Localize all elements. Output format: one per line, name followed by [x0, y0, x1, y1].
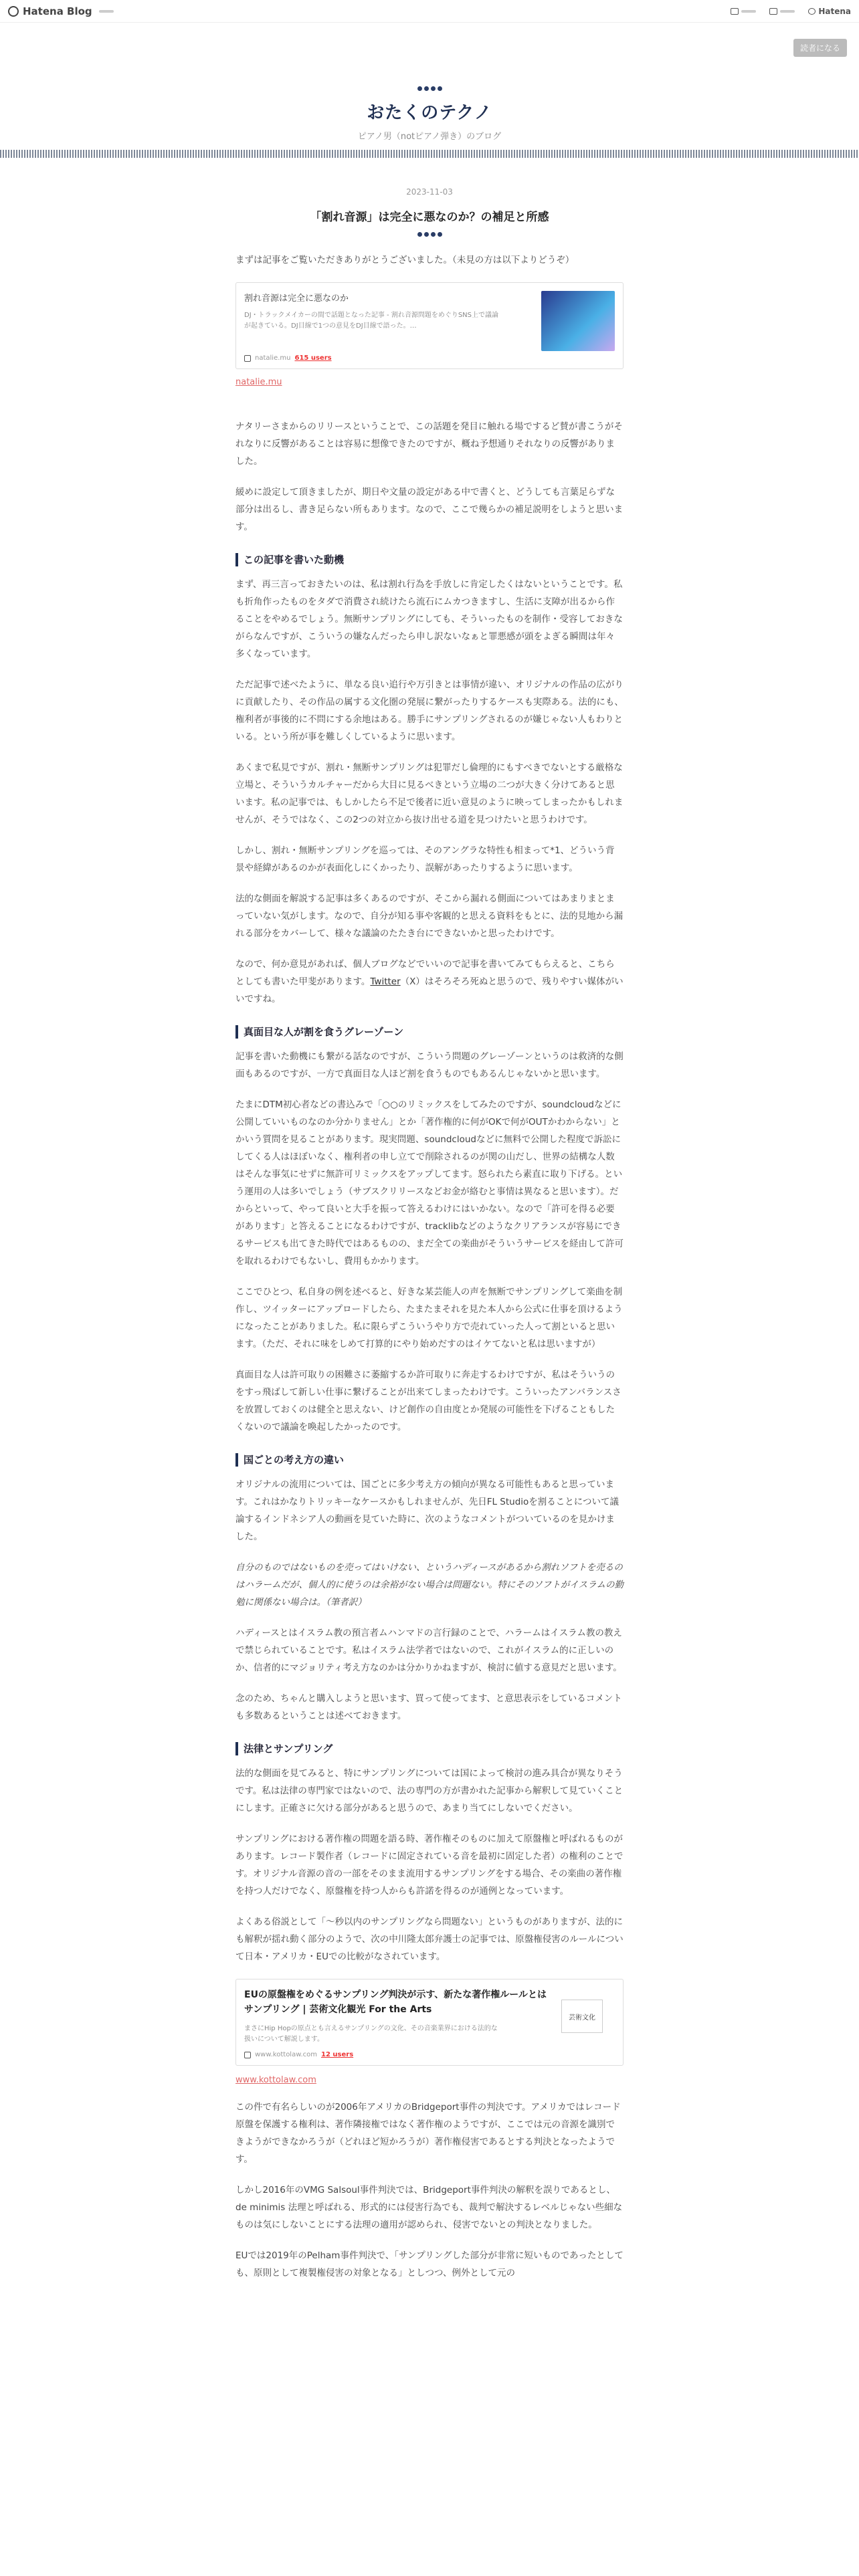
- decoration-dots: [0, 86, 859, 91]
- hatebu-users[interactable]: 615 users: [294, 354, 332, 362]
- hatebu-users[interactable]: 12 users: [321, 2051, 354, 2058]
- card-domain: www.kottolaw.com: [255, 2051, 318, 2058]
- paragraph: ナタリーさまからのリリースということで、この話題を発目に触れる場でするど賛が書こうがそれなりに反響があることは容易に想像できたのですが、概ね予想通りそれなりの反響がありました。: [235, 421, 623, 467]
- embed-card-kottolaw[interactable]: [235, 1979, 624, 2066]
- paragraph: しかし2016年のVMG Salsoul事件判決では、Bridgeport事件判決の解釈を誤りであるとし、de minimis 法理と呼ばれる、形式的には侵害行為でも、裁判で解決するレベルじゃない些細なものは気にしないことにする法理の適用が認められ、侵害でないとの判決となりました。: [235, 2185, 623, 2230]
- card-title: 割れ音源は完全に悪なのか: [244, 294, 349, 304]
- source-link[interactable]: www.kottolaw.com: [235, 2075, 316, 2085]
- paragraph: しかし、割れ・無断サンプリングを巡っては、そのアングラな特性も相まって*1、どういう背景や経緯があるのかが表面化しにくかったり、誤解があったりするように思います。: [235, 845, 615, 873]
- paragraph: この件で有名らしいのが2006年アメリカのBridgeport事件の判決です。アメリカではレコード原盤を保護する権利は、著作隣接権ではなく著作権のようですが、ここでは元の音源を識別できようができなかろうが（どれほど短かろうが）著作権侵害であるとする判決となったようです。: [235, 2102, 621, 2165]
- blog-description: ピアノ男（notピアノ弾き）のブログ: [357, 132, 502, 142]
- card-thumbnail: [541, 291, 615, 351]
- paragraph: まず、再三言っておきたいのは、私は割れ行為を手放しに肯定したくはないということです。私も折角作ったものをタダで消費され続けたら流石にムカつきますし、生活に支障が出るから作ることをやめるでしょう。無断サンプリングにしても、そういったものを制作・受容しておきながらなんですが、こういうの嫌なんだったら申し訳ないなぁと罪悪感が頭をよぎる瞬間は年々多くなっています。: [235, 579, 623, 659]
- hatena-label: Hatena: [818, 6, 851, 16]
- article: [235, 187, 624, 2295]
- section-heading: この記事を書いた動機: [235, 553, 624, 566]
- subscribe-button[interactable]: 読者になる: [793, 39, 847, 57]
- source-link[interactable]: natalie.mu: [235, 377, 282, 387]
- paragraph: よくある俗説として「〜秒以内のサンプリングなら問題ない」というものがありますが、法的にも解釈が揺れ動く部分のようで、次の中川隆太郎弁護士の記事では、原盤権侵害のルールについて日本・アメリカ・EUでの比較がなされています。: [235, 1917, 624, 1962]
- section-heading: 法律とサンプリング: [235, 1742, 624, 1755]
- paragraph: 法的な側面を見てみると、特にサンプリングについては国によって検討の進み具合が異なりそうです。私は法律の専門家ではないので、法の専門の方が書かれた記事から解釈して見ていくことにします。正確さに欠ける部分があると思うので、あまり当てにしないでください。: [235, 1768, 624, 1814]
- favicon-icon: [244, 355, 251, 362]
- hatena-blog-logo[interactable]: [8, 5, 92, 17]
- hatena-menu[interactable]: [808, 7, 851, 16]
- decoration-dots: [235, 232, 624, 237]
- section-heading: 国ごとの考え方の違い: [235, 1453, 624, 1467]
- paragraph: 緩めに設定して頂きましたが、期日や文量の設定がある中で書くと、どうしても言葉足らずな部分は出るし、書き足らない所もあります。なので、ここで幾らかの補足説明をしようと思います。: [235, 487, 624, 532]
- blog-header: [0, 23, 859, 171]
- list-icon: [769, 8, 777, 15]
- quote: 自分のものではないものを売ってはいけない、というハディースがあるから割れソフトを売るのはハラームだが、個人的に使うのは余裕がない場合は問題ない。特にそのソフトがイスラムの勤勉に関係ない場合は。（筆者訳）: [235, 1562, 624, 1608]
- paragraph: たまにDTM初心者などの書込みで「○○のリミックスをしてみたのですが、soundcloudなどに公開していいものなのか分かりません」とか「著作権的に何がOKで何がOUTかわからない」とかいう質問を見ることがあります。現実問題、soundcloudなどに無料で公開した程度で訴訟にしてくる人はほぼいなく、権利者の申し立てで削除されるのが関の山だし、世界の結構な人数はそんな事気にせずに無許可リミックスをアップしてます。怒られたら素直に取り下げる。という運用の人は多いでしょう（サブスクリリースなどお金が絡むと事情は異なると思います）。だからといって、やって良いと大手を振って答えるわけにはいかない。なので「許可を得る必要があります」と答えることになるわけですが、tracklibなどのようなクリアランスが容易にできるサービスも出てきた時代ではあるものの、まだ全ての楽曲がそういうサービスを経由して許可を取れるわけでもないし、費用もかかります。: [235, 1099, 624, 1267]
- paragraph: なので、何か意見があれば、個人ブログなどでいいので記事を書いてみてもらえると、こちらとしても書いた甲斐があります。Twitter（X）はそろそろ死ぬと思うので、残りやすい媒体がいいですね。: [235, 959, 624, 1004]
- paragraph: オリジナルの流用については、国ごとに多少考え方の傾向が異なる可能性もあると思っています。これはかなりトリッキーなケースかもしれませんが、先日FL Studioを割ることについて議論するインドネシア人の動画を見ていた時に、次のようなコメントがついているのを見かけました。: [235, 1479, 619, 1542]
- paragraph: ここでひとつ、私自身の例を述べると、好きな某芸能人の声を無断でサンプリングして楽曲を制作し、ツイッターにアップロードしたら、たまたまそれを見た本人から公式に仕事を頂けるようになったことがありました。私に限らずこういうやり方で売れていった人って割といると思います。（ただ、それに味をしめて打算的にやり始めだすのはイケてないと私は思いますが）: [235, 1287, 623, 1350]
- section-heading: 真面目な人が割を食うグレーゾーン: [235, 1025, 624, 1039]
- paragraph: 記事を書いた動機にも繋がる話なのですが、こういう問題のグレーゾーンというのは救済的な側面もあるのですが、一方で真面目な人ほど割を食うものでもあるんじゃないかと思います。: [235, 1051, 624, 1079]
- header-stripe: [0, 150, 859, 158]
- paragraph: 真面目な人は許可取りの困難さに萎縮するか許可取りに奔走するわけですが、私はそういうのをすっ飛ばして新しい仕事に繋げることが出来てしまったわけです。こういったアンバランスさを放置しておくのは健全と思えない、けど創作の自由度とか発展の可能性を下げることもしたくないので議論を喚起したかったのです。: [235, 1370, 622, 1432]
- brand-label: Hatena Blog: [23, 5, 92, 17]
- paragraph: あくまで私見ですが、割れ・無断サンプリングは犯罪だし倫理的にもすべきでないとする厳格な立場と、そういうカルチャーだから大目に見るべきという立場の二つが大きく分けてあると思います。私の記事では、もしかしたら不足で後者に近い意見のように映ってしまったかもしれませんが、そうではなく、この2つの対立から抜け出せる道を見つけたいと思うわけです。: [235, 762, 624, 825]
- paragraph: EUでは2019年のPelham事件判決で、「サンプリングした部分が非常に短いものであったとしても、原則として複製権侵害の対象となる」としつつ、例外として元の: [235, 2250, 624, 2278]
- paragraph: 念のため、ちゃんと購入しようと思います、買って使ってます、と意思表示をしているコメントも多数あるということは述べておきます。: [235, 1693, 622, 1721]
- embed-card-natalie[interactable]: [235, 282, 624, 369]
- paragraph: ハディースとはイスラム教の預言者ムハンマドの言行録のことで、ハラームはイスラム教の教えで禁じられていることです。私はイスラム法学者ではないので、これがイスラム的に正しいのか、信者的にマジョリティ考え方なのかは分かりかねますが、検討に値する意見だと思います。: [235, 1628, 622, 1673]
- paragraph: 法的な側面を解説する記事は多くあるのですが、そこから漏れる側面についてはあまりまとまっていない気がします。なので、自分が知る事や客観的と思える資料をもとに、法的見地から漏れる部分をカバーして、様々な議論のたたき台にできないかと思ったわけです。: [235, 893, 624, 939]
- card-domain: natalie.mu: [255, 354, 291, 362]
- hatena-logo-icon: [8, 6, 19, 17]
- favicon-icon: [244, 2052, 251, 2058]
- write-button[interactable]: [731, 8, 756, 15]
- paragraph: サンプリングにおける著作権の問題を語る時、著作権そのものに加えて原盤権と呼ばれるものがあります。レコード製作者（レコードに固定されている音を最初に固定した者）の権利のことです。オリジナル音源の音の一部をそのまま流用するサンプリングをする場合、その楽曲の著作権を持つ人だけでなく、原盤権を持つ人からも許諾を得るのが通例となっています。: [235, 1834, 624, 1897]
- entry-title[interactable]: 「割れ音源」は完全に悪なのか？の補足と所感: [310, 211, 549, 224]
- card-title: EUの原盤権をめぐるサンプリング判決が示す、新たな著作権ルールとは サンプリング | 芸術文化観光 For the Arts: [244, 1990, 556, 2015]
- hatena-topbar: [0, 0, 859, 23]
- twitter-link[interactable]: Twitter: [370, 976, 401, 987]
- menu-placeholder[interactable]: [99, 10, 114, 13]
- entry-date[interactable]: 2023-11-03: [406, 187, 453, 197]
- paragraph: まずは記事をご覧いただきありがとうございました。（未見の方は以下よりどうぞ）: [235, 255, 575, 265]
- pencil-icon: [731, 8, 739, 15]
- card-description: DJ・トラックメイカーの間で話題となった記事 - 割れ音源問題をめぐりSNS上で議論が起きている。DJ目線で1つの意見をDJ目線で語った。…: [244, 312, 498, 330]
- card-thumbnail: 芸術文化: [561, 2000, 603, 2033]
- manage-button[interactable]: [769, 8, 795, 15]
- blog-title[interactable]: おたくのテクノ: [367, 103, 492, 123]
- card-description: まさにHip Hopの原点とも言えるサンプリングの文化、その音楽業界における法的な扱いについて解説します。: [244, 2025, 498, 2043]
- user-icon: [808, 8, 816, 15]
- paragraph: ただ記事で述べたように、単なる良い追行や万引きとは事情が違い、オリジナルの作品の広がりに貢献したり、その作品の属する文化圏の発展に繋がったりするケースも実際ある。法的にも、権利者が事後的に不問にする余地はある。勝手にサンプリングされるのが嫌じゃない人もわりといる。という所が事を難しくしているように思います。: [235, 679, 624, 742]
